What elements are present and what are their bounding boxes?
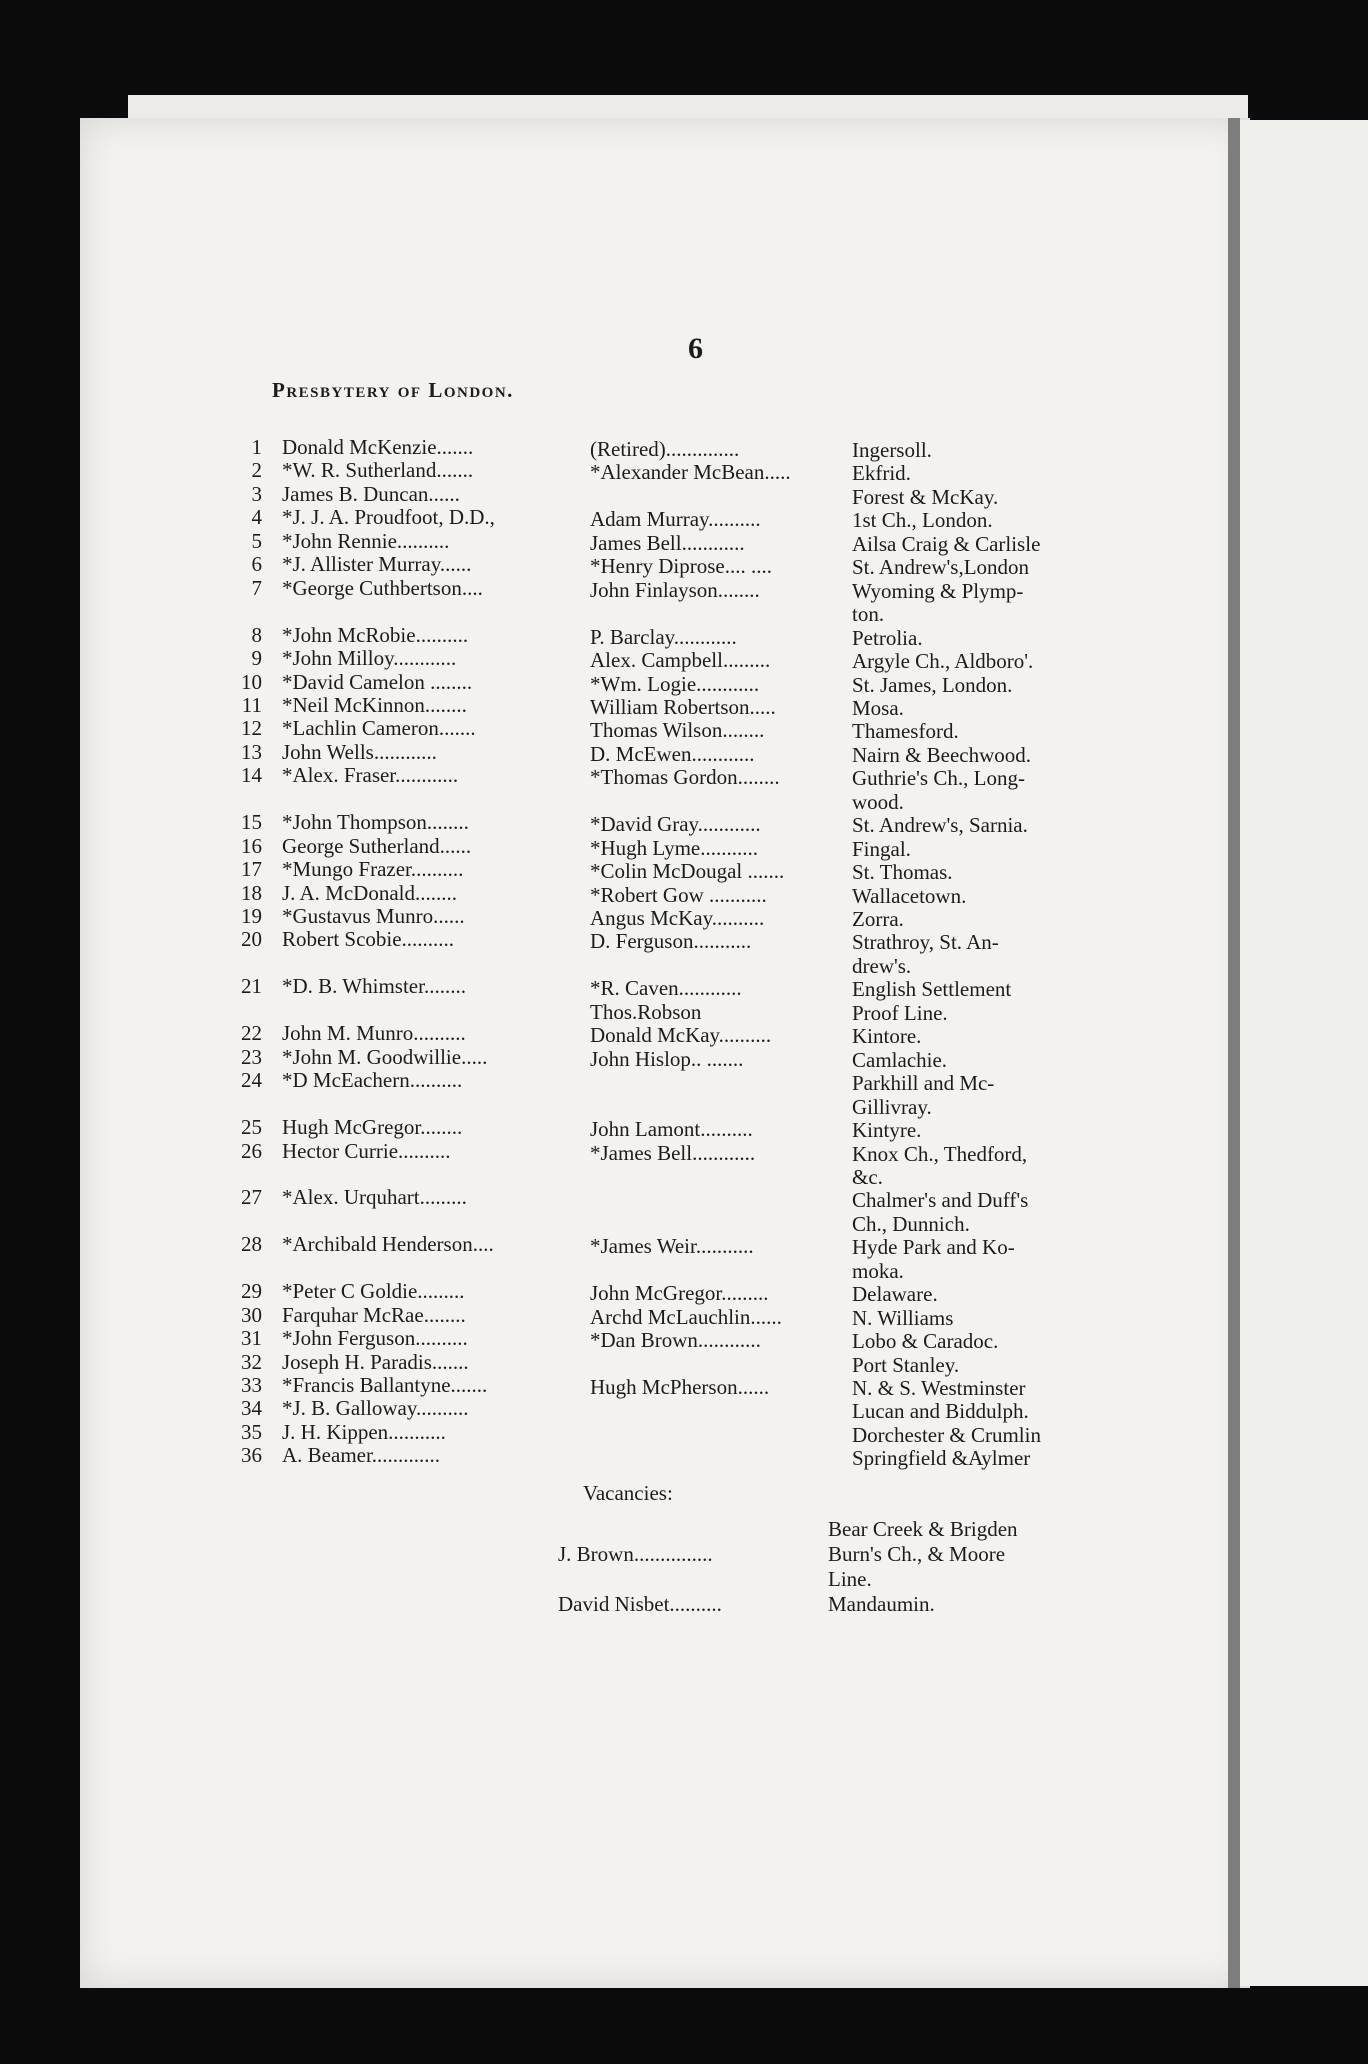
minister-name: *David Camelon ........ <box>282 669 473 694</box>
entry-number: 14 <box>241 763 262 788</box>
congregation-place: Nairn & Beechwood. <box>852 742 1032 767</box>
elder-name: John Hislop.. ....... <box>590 1046 744 1071</box>
entry-number: 36 <box>241 1443 262 1468</box>
congregation-place: Petrolia. <box>852 625 923 650</box>
minister-name: A. Beamer............. <box>282 1443 441 1468</box>
congregation-place: Thamesford. <box>852 719 959 744</box>
entry-number: 31 <box>241 1326 262 1351</box>
minister-name: James B. Duncan...... <box>282 481 460 506</box>
elder-name: John Finlayson........ <box>590 577 760 602</box>
congregation-place: drew's. <box>852 953 912 978</box>
entry-number: 2 <box>251 458 262 483</box>
page-number: 6 <box>688 332 703 365</box>
minister-name: *W. R. Sutherland....... <box>282 458 474 483</box>
congregation-place: &c. <box>852 1164 883 1189</box>
minister-name: *J. J. A. Proudfoot, D.D., <box>282 505 495 530</box>
entry-number: 10 <box>241 669 262 694</box>
minister-name: J. H. Kippen........... <box>282 1419 446 1444</box>
minister-name: *Archibald Henderson.... <box>282 1232 494 1257</box>
vacancy-place: Burn's Ch., & Moore <box>828 1541 1006 1566</box>
congregation-place: English Settlement <box>852 977 1012 1002</box>
congregation-place: Lucan and Biddulph. <box>852 1399 1029 1424</box>
minister-name: *Lachlin Cameron....... <box>282 716 476 741</box>
minister-name: *D. B. Whimster........ <box>282 974 466 999</box>
congregation-place: Ch., Dunnich. <box>852 1211 970 1236</box>
entry-number: 25 <box>241 1115 262 1140</box>
congregation-place: St. Andrew's, Sarnia. <box>852 813 1028 838</box>
minister-name: *John McRobie.......... <box>282 622 469 647</box>
congregation-place: Ailsa Craig & Carlisle <box>852 531 1041 556</box>
entry-number: 11 <box>241 692 262 717</box>
congregation-place: Port Stanley. <box>852 1352 960 1377</box>
entry-number: 33 <box>241 1373 262 1397</box>
congregation-place: N. Williams <box>852 1305 954 1330</box>
vacancy-place: Bear Creek & Brigden <box>828 1516 1018 1541</box>
elder-name: P. Barclay............ <box>590 624 737 649</box>
congregation-place: Ekfrid. <box>852 461 911 486</box>
entry-number: 13 <box>241 739 262 764</box>
congregation-place: Hyde Park and Ko- <box>852 1235 1015 1260</box>
elder-name: *Thomas Gordon........ <box>590 765 780 790</box>
vacancy-elder: David Nisbet.......... <box>558 1591 722 1616</box>
entry-number: 28 <box>241 1232 262 1257</box>
entry-number: 35 <box>241 1419 262 1444</box>
elder-name: *Colin McDougal ....... <box>590 859 785 884</box>
minister-name: *Mungo Frazer.......... <box>282 857 464 882</box>
minister-name: *J. B. Galloway.......... <box>282 1396 469 1421</box>
minister-name: *John Thompson........ <box>282 810 469 835</box>
congregation-place: Parkhill and Mc- <box>852 1071 995 1096</box>
entry-number: 8 <box>251 622 262 647</box>
entry-number: 5 <box>251 528 262 553</box>
minister-name: George Sutherland...... <box>282 833 472 858</box>
congregation-place: Gillivray. <box>852 1094 932 1119</box>
minister-name: *Alex. Urquhart......... <box>282 1185 467 1210</box>
entry-number: 20 <box>241 927 262 952</box>
congregation-place: ton. <box>852 602 885 627</box>
entry-number: 30 <box>241 1302 262 1327</box>
entry-number: 15 <box>241 810 262 835</box>
minister-name: *John Rennie.......... <box>282 528 450 553</box>
entry-number: 24 <box>241 1068 262 1093</box>
minister-name: *Peter C Goldie......... <box>282 1279 465 1304</box>
entry-number: 29 <box>241 1279 262 1304</box>
elder-name: Thomas Wilson........ <box>590 718 765 743</box>
congregation-place: 1st Ch., London. <box>852 508 993 533</box>
congregation-place: Ingersoll. <box>852 438 932 462</box>
congregation-place: Proof Line. <box>852 1000 948 1025</box>
congregation-place: wood. <box>852 789 904 814</box>
congregation-place: Fingal. <box>852 836 911 861</box>
minister-name: *John Milloy............ <box>282 646 457 671</box>
minister-name: Joseph H. Paradis....... <box>282 1349 469 1374</box>
elder-name: Alex. Campbell......... <box>590 648 771 673</box>
entry-number: 17 <box>241 857 262 882</box>
entry-number: 6 <box>251 552 262 577</box>
congregation-place: Kintyre. <box>852 1118 922 1143</box>
entry-number: 27 <box>241 1185 262 1210</box>
congregation-place: Forest & McKay. <box>852 484 999 509</box>
minister-name: *J. Allister Murray...... <box>282 552 472 577</box>
elder-name: Angus McKay.......... <box>590 906 765 930</box>
elder-name: D. McEwen............ <box>590 741 755 766</box>
elder-name: *David Gray............ <box>590 812 761 837</box>
entry-number: 4 <box>251 505 262 530</box>
elder-name: *Dan Brown............ <box>590 1328 761 1353</box>
entry-number: 18 <box>241 880 262 905</box>
entry-number: 23 <box>241 1044 262 1069</box>
minister-name: *Neil McKinnon........ <box>282 692 467 717</box>
entry-number: 34 <box>241 1396 262 1421</box>
congregation-place: Mosa. <box>852 695 904 720</box>
elder-name: Donald McKay.......... <box>590 1023 772 1048</box>
congregation-place: Springfield &Aylmer <box>852 1446 1031 1471</box>
elder-name: John McGregor......... <box>590 1281 769 1306</box>
congregation-place: St. Thomas. <box>852 860 953 885</box>
elder-name: *Wm. Logie............ <box>590 671 760 696</box>
congregation-place: Knox Ch., Thedford, <box>852 1141 1028 1166</box>
entry-number: 26 <box>241 1138 262 1163</box>
entry-number: 21 <box>241 974 262 999</box>
entry-number: 16 <box>241 833 262 858</box>
minister-name: *John M. Goodwillie..... <box>282 1044 488 1069</box>
congregation-place: Wallacetown. <box>852 883 967 908</box>
minister-name: *Alex. Fraser............ <box>282 763 459 788</box>
elder-name: *James Bell............ <box>590 1140 756 1165</box>
elder-name: *R. Caven............ <box>590 976 742 1001</box>
minister-name: John Wells............ <box>282 739 437 764</box>
elder-name: Adam Murray.......... <box>590 507 761 532</box>
minister-name: *John Ferguson.......... <box>282 1326 468 1351</box>
entry-number: 3 <box>251 481 262 506</box>
congregation-place: Guthrie's Ch., Long- <box>852 766 1025 791</box>
elder-name: *Robert Gow ........... <box>590 882 767 907</box>
minister-name: Hector Currie.......... <box>282 1138 451 1163</box>
entry-number: 32 <box>241 1349 262 1374</box>
congregation-place: Wyoming & Plymp- <box>852 578 1024 603</box>
entry-number: 1 <box>251 435 262 459</box>
minister-name: Farquhar McRae........ <box>282 1302 466 1327</box>
minister-name: John M. Munro.......... <box>282 1021 466 1046</box>
elder-name: William Robertson..... <box>590 694 776 719</box>
elder-name: *James Weir........... <box>590 1234 754 1259</box>
vacancies-label: Vacancies: <box>583 1480 673 1505</box>
minister-name: Robert Scobie.......... <box>282 927 455 952</box>
elder-name: D. Ferguson........... <box>590 929 752 954</box>
entry-number: 7 <box>251 575 262 600</box>
vacancy-place: Line. <box>828 1566 872 1591</box>
congregation-place: St. James, London. <box>852 672 1013 697</box>
elder-name: *Alexander McBean..... <box>590 460 791 485</box>
minister-name: *Gustavus Munro...... <box>282 904 465 928</box>
elder-name: *Hugh Lyme........... <box>590 835 758 860</box>
elder-name: John Lamont.......... <box>590 1117 753 1142</box>
minister-name: Hugh McGregor........ <box>282 1115 463 1140</box>
elder-name: (Retired).............. <box>590 437 740 461</box>
elder-name: Thos.Robson <box>590 999 702 1024</box>
congregation-place: Kintore. <box>852 1024 922 1049</box>
entry-number: 12 <box>241 716 262 741</box>
entry-number: 19 <box>241 904 262 928</box>
elder-name: Hugh McPherson...... <box>590 1375 770 1399</box>
congregation-place: Camlachie. <box>852 1047 948 1072</box>
minister-name: *George Cuthbertson.... <box>282 575 483 600</box>
congregation-place: Argyle Ch., Aldboro'. <box>852 649 1034 674</box>
congregation-place: St. Andrew's,London <box>852 555 1030 580</box>
congregation-place: Strathroy, St. An- <box>852 930 999 955</box>
minister-name: *Francis Ballantyne....... <box>282 1373 488 1397</box>
entry-number: 9 <box>251 646 262 671</box>
congregation-place: Dorchester & Crumlin <box>852 1422 1041 1447</box>
minister-name: *D McEachern.......... <box>282 1068 463 1093</box>
congregation-place: Delaware. <box>852 1282 938 1307</box>
elder-name: Archd McLauchlin...... <box>590 1304 782 1329</box>
minister-name: J. A. McDonald........ <box>282 880 457 905</box>
minister-name: Donald McKenzie....... <box>282 435 474 459</box>
section-heading: Presbytery of London. <box>272 378 514 402</box>
congregation-place: Zorra. <box>852 907 904 931</box>
congregation-place: moka. <box>852 1258 904 1283</box>
elder-name: *Henry Diprose.... .... <box>590 554 772 579</box>
vacancy-elder: J. Brown............... <box>558 1541 713 1566</box>
vacancy-place: Mandaumin. <box>828 1591 935 1616</box>
elder-name: James Bell............ <box>590 530 745 555</box>
congregation-place: Lobo & Caradoc. <box>852 1329 999 1354</box>
congregation-place: N. & S. Westminster <box>852 1376 1026 1400</box>
book-spine <box>1228 118 1240 1988</box>
congregation-place: Chalmer's and Duff's <box>852 1188 1029 1213</box>
entry-number: 22 <box>241 1021 262 1046</box>
adjacent-page-strip <box>1240 120 1368 1986</box>
